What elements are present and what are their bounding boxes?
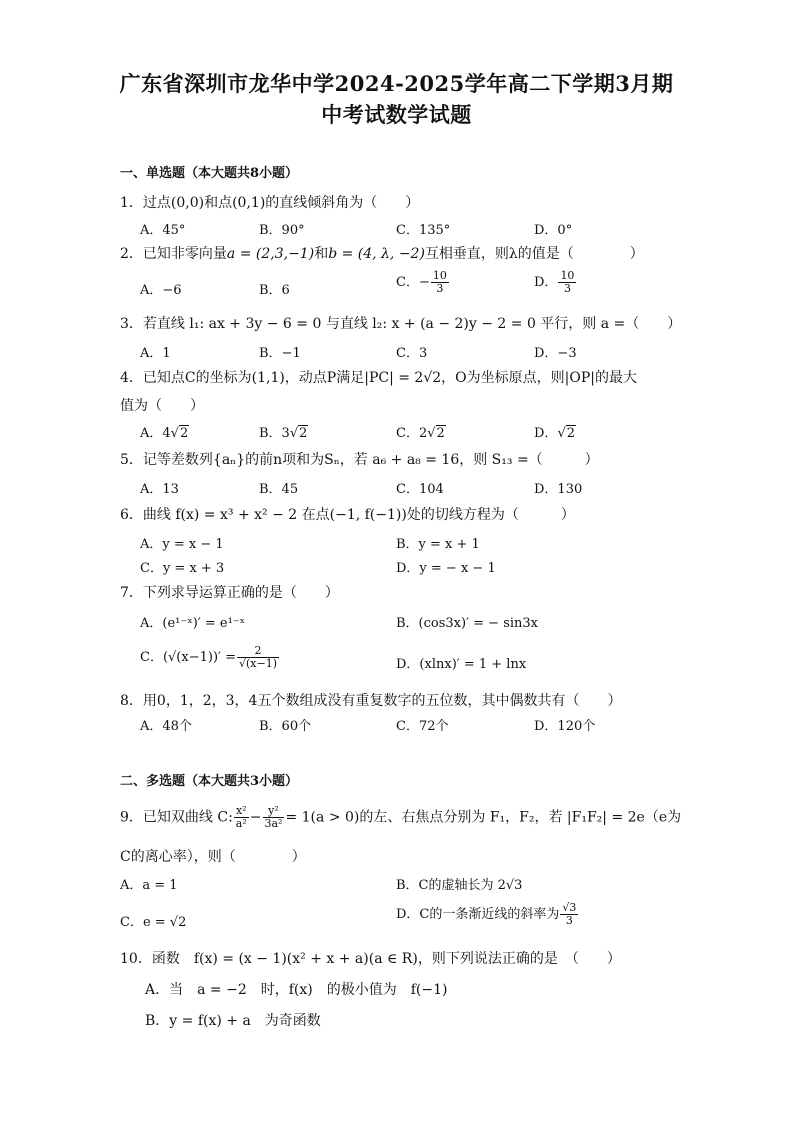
section-heading-multi: 二、多选题（本大题共3小题）: [120, 774, 299, 789]
q3-option-d: D．−3: [534, 346, 577, 361]
q10-option-b: B．y = f(x) + a 为奇函数: [145, 1013, 321, 1029]
question-6: 6．曲线 f(x) = x³ + x² − 2 在点(−1, f(−1))处的切线方程为（ ）: [120, 507, 575, 523]
q6-option-c: C．y = x + 3: [140, 561, 225, 576]
q1-option-c: C．135°: [396, 223, 451, 238]
question-3: 3．若直线 l₁: ax + 3y − 6 = 0 与直线 l₂: x + (a − 2)y − 2 = 0 平行，则 a =（ ）: [120, 316, 682, 332]
page-title-line1: 广东省深圳市龙华中学2024-2025学年高二下学期3月期: [119, 71, 674, 96]
q6-option-d: D．y = − x − 1: [396, 561, 496, 576]
q1-option-b: B．90°: [259, 223, 305, 238]
q1-option-d: D．0°: [534, 223, 573, 238]
question-1: 1．过点(0,0)和点(0,1)的直线倾斜角为（ ）: [120, 195, 420, 211]
q6-option-b: B．y = x + 1: [396, 537, 480, 552]
q2-option-a: A．−6: [140, 283, 182, 298]
q4-option-a: A．4√2: [140, 426, 189, 441]
question-4-line1: 4．已知点C的坐标为(1,1)，动点P满足|PC| = 2√2，O为坐标原点，则|OP|的最大: [120, 370, 637, 386]
question-7: 7．下列求导运算正确的是（ ）: [120, 585, 339, 601]
q8-option-a: A．48个: [140, 719, 192, 734]
page-title-line2: 中考试数学试题: [321, 102, 472, 127]
q2-option-c: C．− $\frac{10}{3}$: [396, 269, 447, 295]
q4-option-c: C．2√2: [396, 426, 445, 441]
q9-option-c: C．e = √2: [120, 915, 187, 930]
q1-option-a: A．45°: [140, 223, 186, 238]
q8-option-d: D．120个: [534, 719, 596, 734]
question-8: 8．用0，1，2，3，4五个数组成没有重复数字的五位数，其中偶数共有（ ）: [120, 693, 622, 709]
q3-option-a: A．1: [140, 346, 171, 361]
q6-option-a: A．y = x − 1: [140, 537, 224, 552]
q7-option-b: B．(cos3x)′ = − sin3x: [396, 616, 539, 631]
q9-option-b: B．C的虚轴长为 2√3: [396, 878, 523, 893]
question-2: 2．已知非零向量a = (2,3,−1)和b = (4, λ, −2)互相垂直，则λ的值是（ ）: [120, 246, 644, 262]
question-10: 10．函数 f(x) = (x − 1)(x² + x + a)(a ∈ R)，则下列说法正确的是 （ ）: [120, 951, 621, 967]
q2-option-b: B．6: [259, 283, 290, 298]
question-4-line2: 值为（ ）: [120, 398, 204, 414]
q4-option-b: B．3√2: [259, 426, 308, 441]
q7-option-c: C．(√(x−1))′ = $\frac{2}{√(x-1)}$: [140, 644, 278, 670]
question-5: 5．记等差数列{aₙ}的前n项和为Sₙ，若 a₆ + a₈ = 16，则 S₁₃ =（ ）: [120, 452, 599, 468]
q7-option-a: A．(e¹⁻ˣ)′ = e¹⁻ˣ: [140, 616, 246, 631]
q5-option-a: A．13: [140, 482, 179, 497]
q8-option-b: B．60个: [259, 719, 312, 734]
q2-option-d: D． $\frac{10}{3}$: [534, 269, 575, 295]
section-heading-single: 一、单选题（本大题共8小题）: [120, 166, 299, 181]
q5-option-c: C．104: [396, 482, 444, 497]
q7-option-d: D．(xlnx)′ = 1 + lnx: [396, 657, 527, 672]
q4-option-d: D．√2: [534, 426, 576, 441]
question-9-line2: C的离心率），则（ ）: [120, 849, 306, 865]
q5-option-b: B．45: [259, 482, 299, 497]
q3-option-b: B．−1: [259, 346, 301, 361]
q9-option-a: A．a = 1: [120, 878, 178, 893]
q3-option-c: C．3: [396, 346, 428, 361]
q8-option-c: C．72个: [396, 719, 449, 734]
q10-option-a: A．当 a = −2 时，f(x) 的极小值为 f(−1): [145, 982, 448, 998]
q5-option-d: D．130: [534, 482, 583, 497]
question-9-line1: 9．已知双曲线 C: $\frac{\text{x²}}{\text{a²}}$ − $\frac{\text{y²}}{\text{3a²}}$ = 1(a > 0)的左、右焦点分别为 F₁，F₂，若 |F₁F₂| = 2e（e为: [120, 804, 682, 830]
q9-option-d: D．C的一条渐近线的斜率为 $\frac{√3}{3}$: [396, 901, 577, 927]
